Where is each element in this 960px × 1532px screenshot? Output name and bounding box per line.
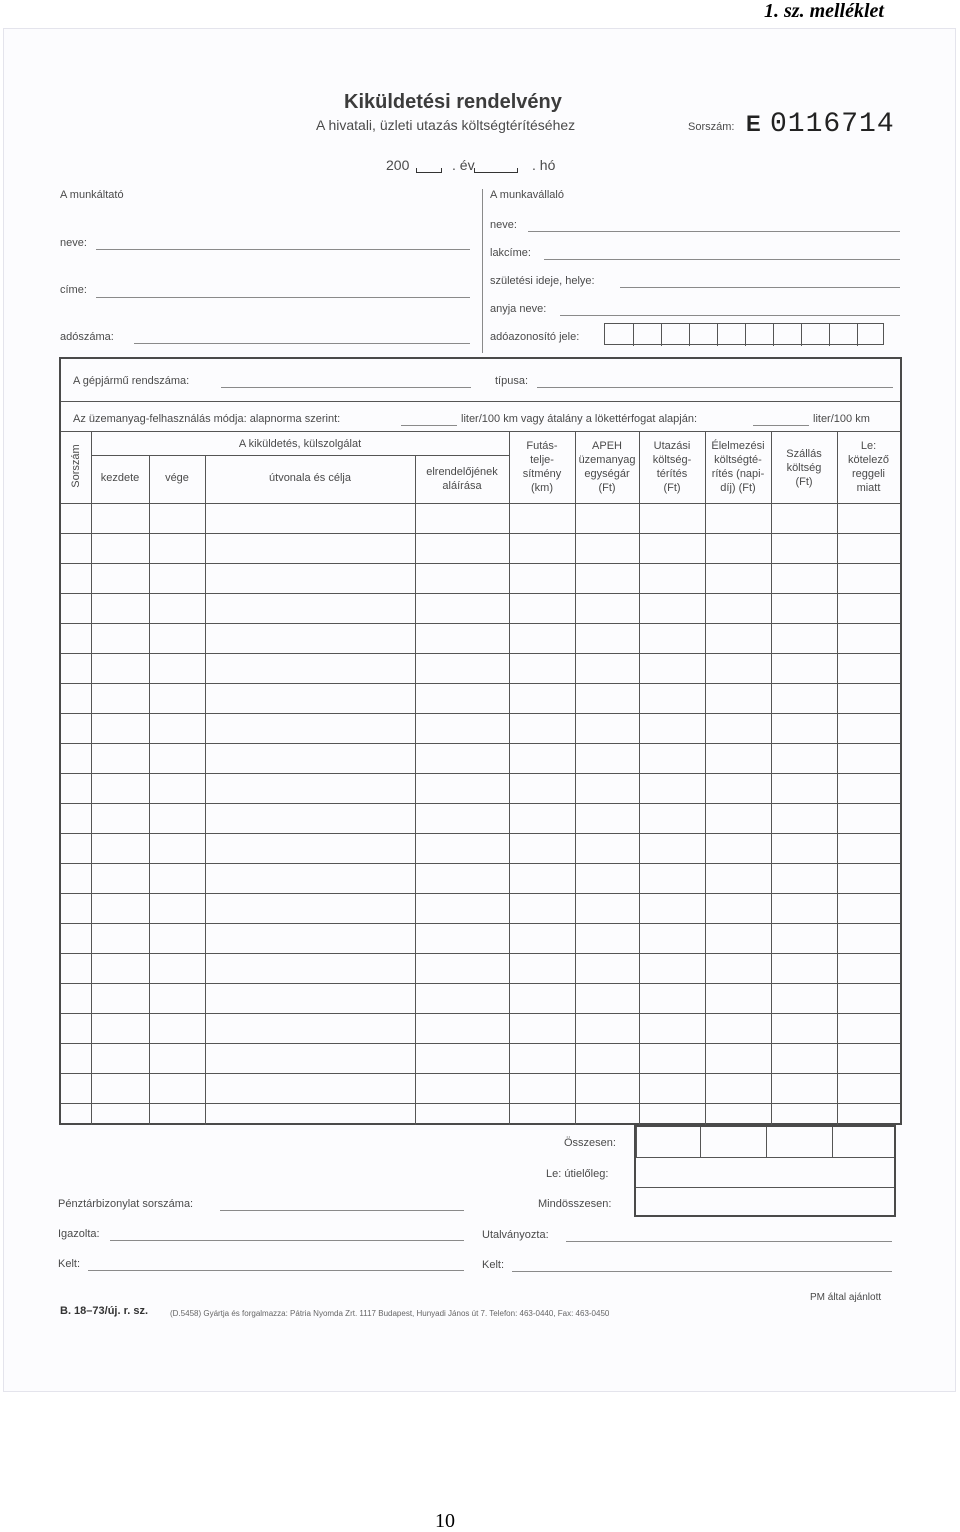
fuel-unit-label: liter/100 km	[813, 413, 870, 425]
table-row	[61, 563, 900, 564]
fuel-mode-label: Az üzemanyag-felhasználás módja: alapnorma szerint:	[73, 413, 341, 425]
tax-id-cell	[857, 324, 858, 346]
vehicle-type-field[interactable]	[537, 387, 893, 388]
table-row	[61, 683, 900, 684]
table-row	[61, 923, 900, 924]
publisher-line: (D.5458) Gyártja és forgalmazza: Pátria Nyomda Zrt. 1117 Budapest, Hunyadi János út 7. Telefon: 463-0440, Fax: 463-0450	[170, 1309, 610, 1318]
serial-label: Sorszám:	[688, 121, 735, 133]
tax-id-cell	[829, 324, 830, 346]
total-label: Összesen:	[564, 1137, 616, 1149]
employer-name-label: neve:	[60, 237, 87, 249]
serial-number: 0116714	[770, 109, 895, 140]
dated-left-field[interactable]	[88, 1270, 464, 1271]
col-group-header: A kiküldetés, külszolgálat	[238, 438, 362, 450]
fuel-flat-field[interactable]	[753, 425, 809, 426]
fuel-norm-field[interactable]	[401, 425, 457, 426]
dated-right-field[interactable]	[512, 1271, 892, 1272]
table-row	[61, 533, 900, 534]
table-row	[61, 1073, 900, 1074]
employee-name-label: neve:	[490, 219, 517, 231]
col-header-signature: elrendelőjének aláírása	[426, 466, 498, 492]
tax-id-cell	[745, 324, 746, 346]
col-header-travel: Utazási költség- térítés (Ft)	[652, 440, 692, 494]
dated-left-label: Kelt:	[58, 1258, 81, 1270]
employer-tax-label: adószáma:	[60, 331, 114, 343]
employee-mother-label: anyja neve:	[490, 303, 547, 315]
table-row	[61, 1043, 900, 1044]
employee-birth-field[interactable]	[620, 287, 900, 288]
page-number: 10	[435, 1510, 455, 1532]
table-row	[61, 953, 900, 954]
table-row	[61, 983, 900, 984]
employee-mother-field[interactable]	[560, 315, 900, 316]
employee-name-field[interactable]	[528, 231, 900, 232]
table-row	[61, 773, 900, 774]
totals-box	[634, 1125, 896, 1217]
table-row	[61, 833, 900, 834]
tax-id-cell	[661, 324, 662, 346]
table-row	[61, 623, 900, 624]
form-title: Kiküldetési rendelvény	[344, 91, 562, 113]
month-digit-box[interactable]	[474, 168, 518, 173]
employer-address-label: címe:	[60, 284, 87, 296]
col-header-fuel-price: APEH üzemanyag egységár (Ft)	[578, 440, 636, 494]
employer-name-field[interactable]	[96, 249, 470, 250]
receipt-label: Pénztárbizonylat sorszáma:	[58, 1198, 194, 1210]
grand-total-label: Mindösszesen:	[538, 1198, 612, 1210]
employee-heading: A munkavállaló	[490, 189, 564, 201]
advance-label: Le: útielőleg:	[546, 1168, 609, 1180]
employee-birth-label: születési ideje, helye:	[490, 275, 595, 287]
section-divider	[482, 189, 483, 353]
trip-table	[59, 357, 902, 1125]
tax-id-cell	[633, 324, 634, 346]
tax-id-boxes[interactable]	[604, 323, 884, 345]
vehicle-plate-label: A gépjármű rendszáma:	[73, 375, 190, 387]
serial-prefix: E	[746, 111, 761, 136]
table-row	[61, 743, 900, 744]
employee-address-field[interactable]	[544, 259, 900, 260]
verified-field[interactable]	[110, 1240, 464, 1241]
table-row	[61, 593, 900, 594]
table-row	[61, 653, 900, 654]
table-row	[61, 1103, 900, 1104]
receipt-field[interactable]	[220, 1210, 464, 1211]
dated-right-label: Kelt:	[482, 1259, 505, 1271]
employer-heading: A munkáltató	[60, 189, 124, 201]
col-header-km: Futás- telje- sítmény (km)	[522, 440, 562, 494]
vehicle-type-label: típusa:	[495, 375, 529, 387]
payment-label: Utalványozta:	[482, 1229, 549, 1241]
vehicle-plate-field[interactable]	[221, 387, 471, 388]
col-header-sorszam: Sorszám	[70, 444, 82, 488]
payment-field[interactable]	[566, 1241, 892, 1242]
tax-id-cell	[689, 324, 690, 346]
col-header-lodging: Szállás költség (Ft)	[786, 448, 822, 488]
employer-tax-field[interactable]	[134, 343, 470, 344]
annex-label: 1. sz. melléklet	[764, 0, 884, 22]
employee-tax-id-label: adóazonosító jele:	[490, 331, 580, 343]
col-header-end: vége	[165, 472, 189, 484]
date-year-suffix: . év	[452, 157, 475, 173]
col-header-start: kezdete	[100, 472, 140, 484]
form-code: B. 18–73/új. r. sz.	[60, 1305, 149, 1317]
fuel-mid-label: liter/100 km vagy átalány a lökettérfogat alapján:	[461, 413, 698, 425]
table-row	[61, 713, 900, 714]
col-header-route: útvonala és célja	[269, 472, 351, 484]
form-sheet	[3, 28, 956, 1392]
date-month-suffix: . hó	[532, 157, 556, 173]
table-row	[61, 1013, 900, 1014]
form-subtitle: A hivatali, üzleti utazás költségtérítéséhez	[316, 117, 576, 133]
employee-address-label: lakcíme:	[490, 247, 531, 259]
date-year-prefix: 200	[386, 157, 410, 173]
year-digit-box[interactable]	[416, 168, 442, 173]
employer-address-field[interactable]	[96, 297, 470, 298]
col-header-deduction: Le: kötelező reggeli miatt	[848, 440, 889, 494]
col-header-meal: Élelmezési költségté- rítés (napi- díj) (Ft)	[711, 440, 765, 494]
tax-id-cell	[717, 324, 718, 346]
tax-id-cell	[773, 324, 774, 346]
table-row	[61, 863, 900, 864]
tax-id-cell	[801, 324, 802, 346]
verified-label: Igazolta:	[58, 1228, 100, 1240]
table-row	[61, 893, 900, 894]
table-row	[61, 803, 900, 804]
recommended-note: PM által ajánlott	[810, 1292, 882, 1303]
